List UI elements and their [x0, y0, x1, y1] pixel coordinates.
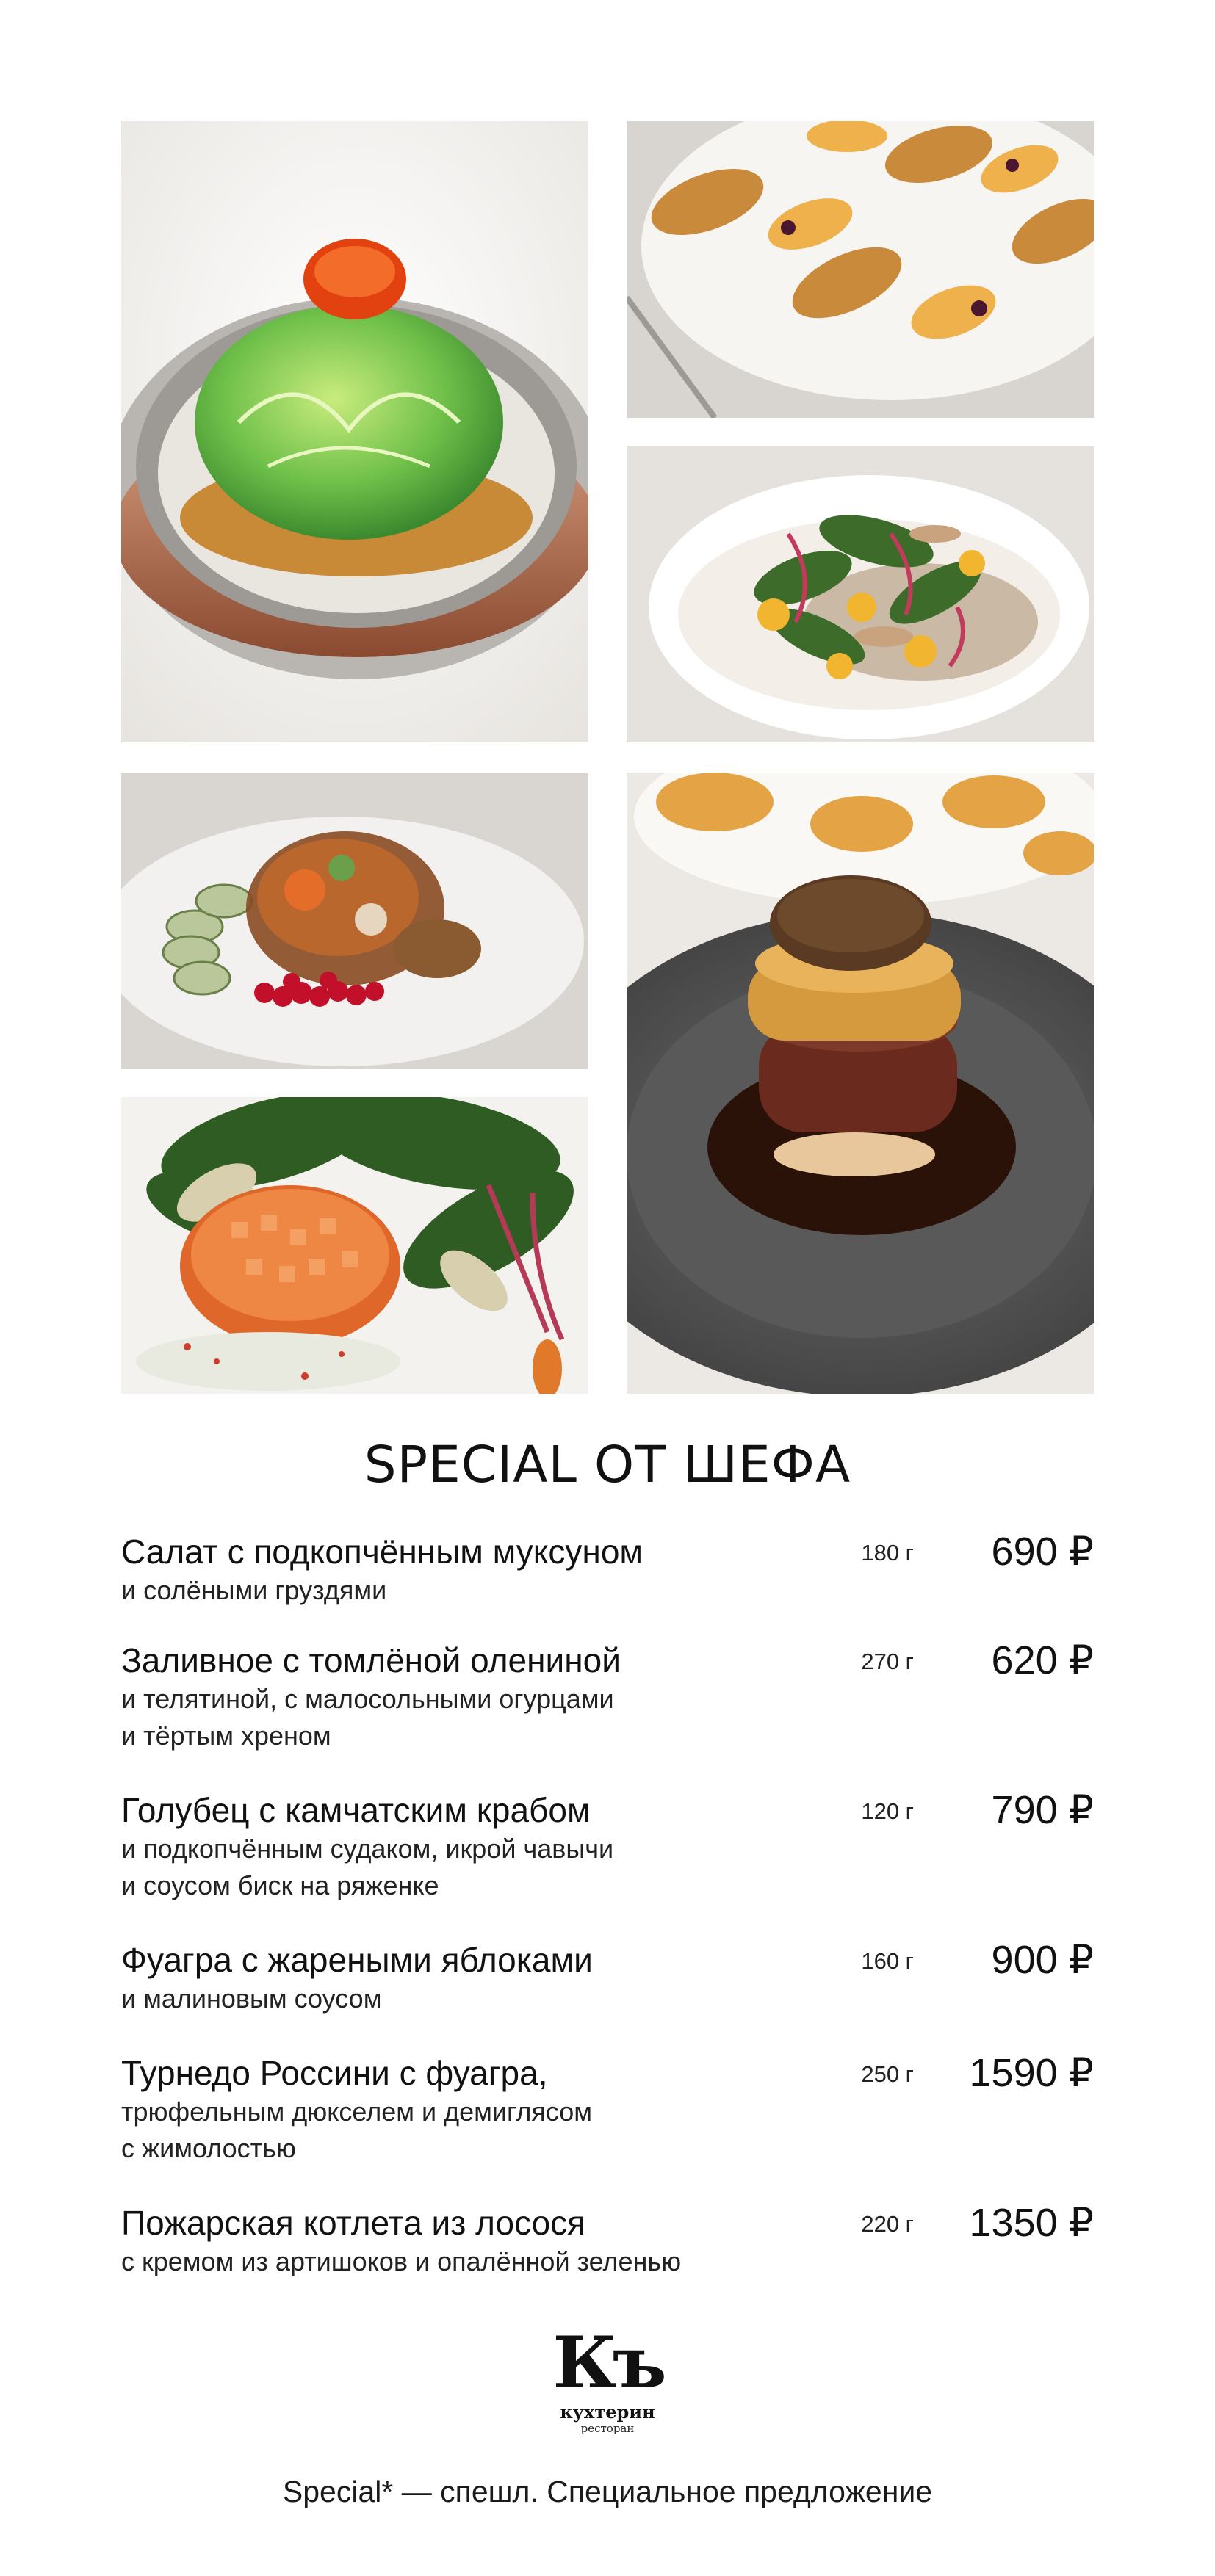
photo-cabbage-roll-with-caviar	[121, 121, 588, 742]
menu-item	[121, 1790, 1094, 1904]
dish-name: Заливное с томлёной олениной	[121, 1641, 621, 1679]
dish-price: 900 ₽	[991, 1938, 1094, 1982]
menu-item	[121, 1640, 1094, 1754]
dish-description: с жимолостью	[121, 2133, 296, 2163]
dish-price: 1350 ₽	[969, 2201, 1094, 2245]
dish-name: Турнедо Россини с фуагра,	[121, 2054, 548, 2092]
dish-price: 1590 ₽	[969, 2051, 1094, 2095]
logo-name: кухтерин	[560, 2401, 655, 2423]
dish-name: Пожарская котлета из лосося	[121, 2204, 586, 2242]
photo-tournedos-rossini	[627, 773, 1094, 1394]
dish-weight: 120 г	[861, 1798, 914, 1824]
dish-name: Голубец с камчатским крабом	[121, 1791, 591, 1829]
menu-item	[121, 2202, 1094, 2280]
photo-salmon-pozharsky-cutlet	[121, 1097, 588, 1394]
dish-description: и телятиной, с малосольными огурцами	[121, 1684, 614, 1714]
menu-item	[121, 1531, 1094, 1609]
photo-foie-gras-on-apples	[627, 121, 1094, 418]
dish-price: 620 ₽	[991, 1638, 1094, 1682]
logo-subtitle: ресторан	[580, 2422, 635, 2435]
dish-weight: 220 г	[861, 2211, 914, 2237]
dish-description: и солёными груздями	[121, 1575, 387, 1605]
dish-price: 790 ₽	[991, 1788, 1094, 1832]
dish-description: трюфельным дюкселем и демиглясом	[121, 2096, 593, 2127]
dish-description: и тёртым хреном	[121, 1721, 331, 1751]
dish-name: Салат с подкопчённым муксуном	[121, 1533, 643, 1571]
restaurant-logo	[549, 2321, 666, 2435]
menu-list	[121, 1531, 1094, 2280]
menu-item	[121, 1939, 1094, 2017]
footnote: Special* — спешл. Специальное предложение	[282, 2475, 933, 2508]
dish-description: и соусом биск на ряженке	[121, 1870, 439, 1900]
dish-description: с кремом из артишоков и опалённой зеленью	[121, 2246, 682, 2276]
menu-section-title: SPECIAL ОТ ШЕФА	[364, 1436, 851, 1494]
dish-price: 690 ₽	[991, 1530, 1094, 1574]
dish-weight: 180 г	[861, 1540, 914, 1566]
photo-smoked-fish-salad	[627, 446, 1094, 742]
photo-venison-aspic	[121, 773, 588, 1069]
dish-description: и подкопчённым судаком, икрой чавычи	[121, 1834, 614, 1864]
dish-weight: 160 г	[861, 1948, 914, 1974]
dish-weight: 250 г	[861, 2061, 914, 2087]
logo-mark: Къ	[552, 2321, 663, 2404]
dish-name: Фуагра с жареными яблоками	[121, 1941, 593, 1979]
menu-item	[121, 2052, 1094, 2167]
dish-weight: 270 г	[861, 1649, 914, 1674]
dish-description: и малиновым соусом	[121, 1983, 382, 2014]
